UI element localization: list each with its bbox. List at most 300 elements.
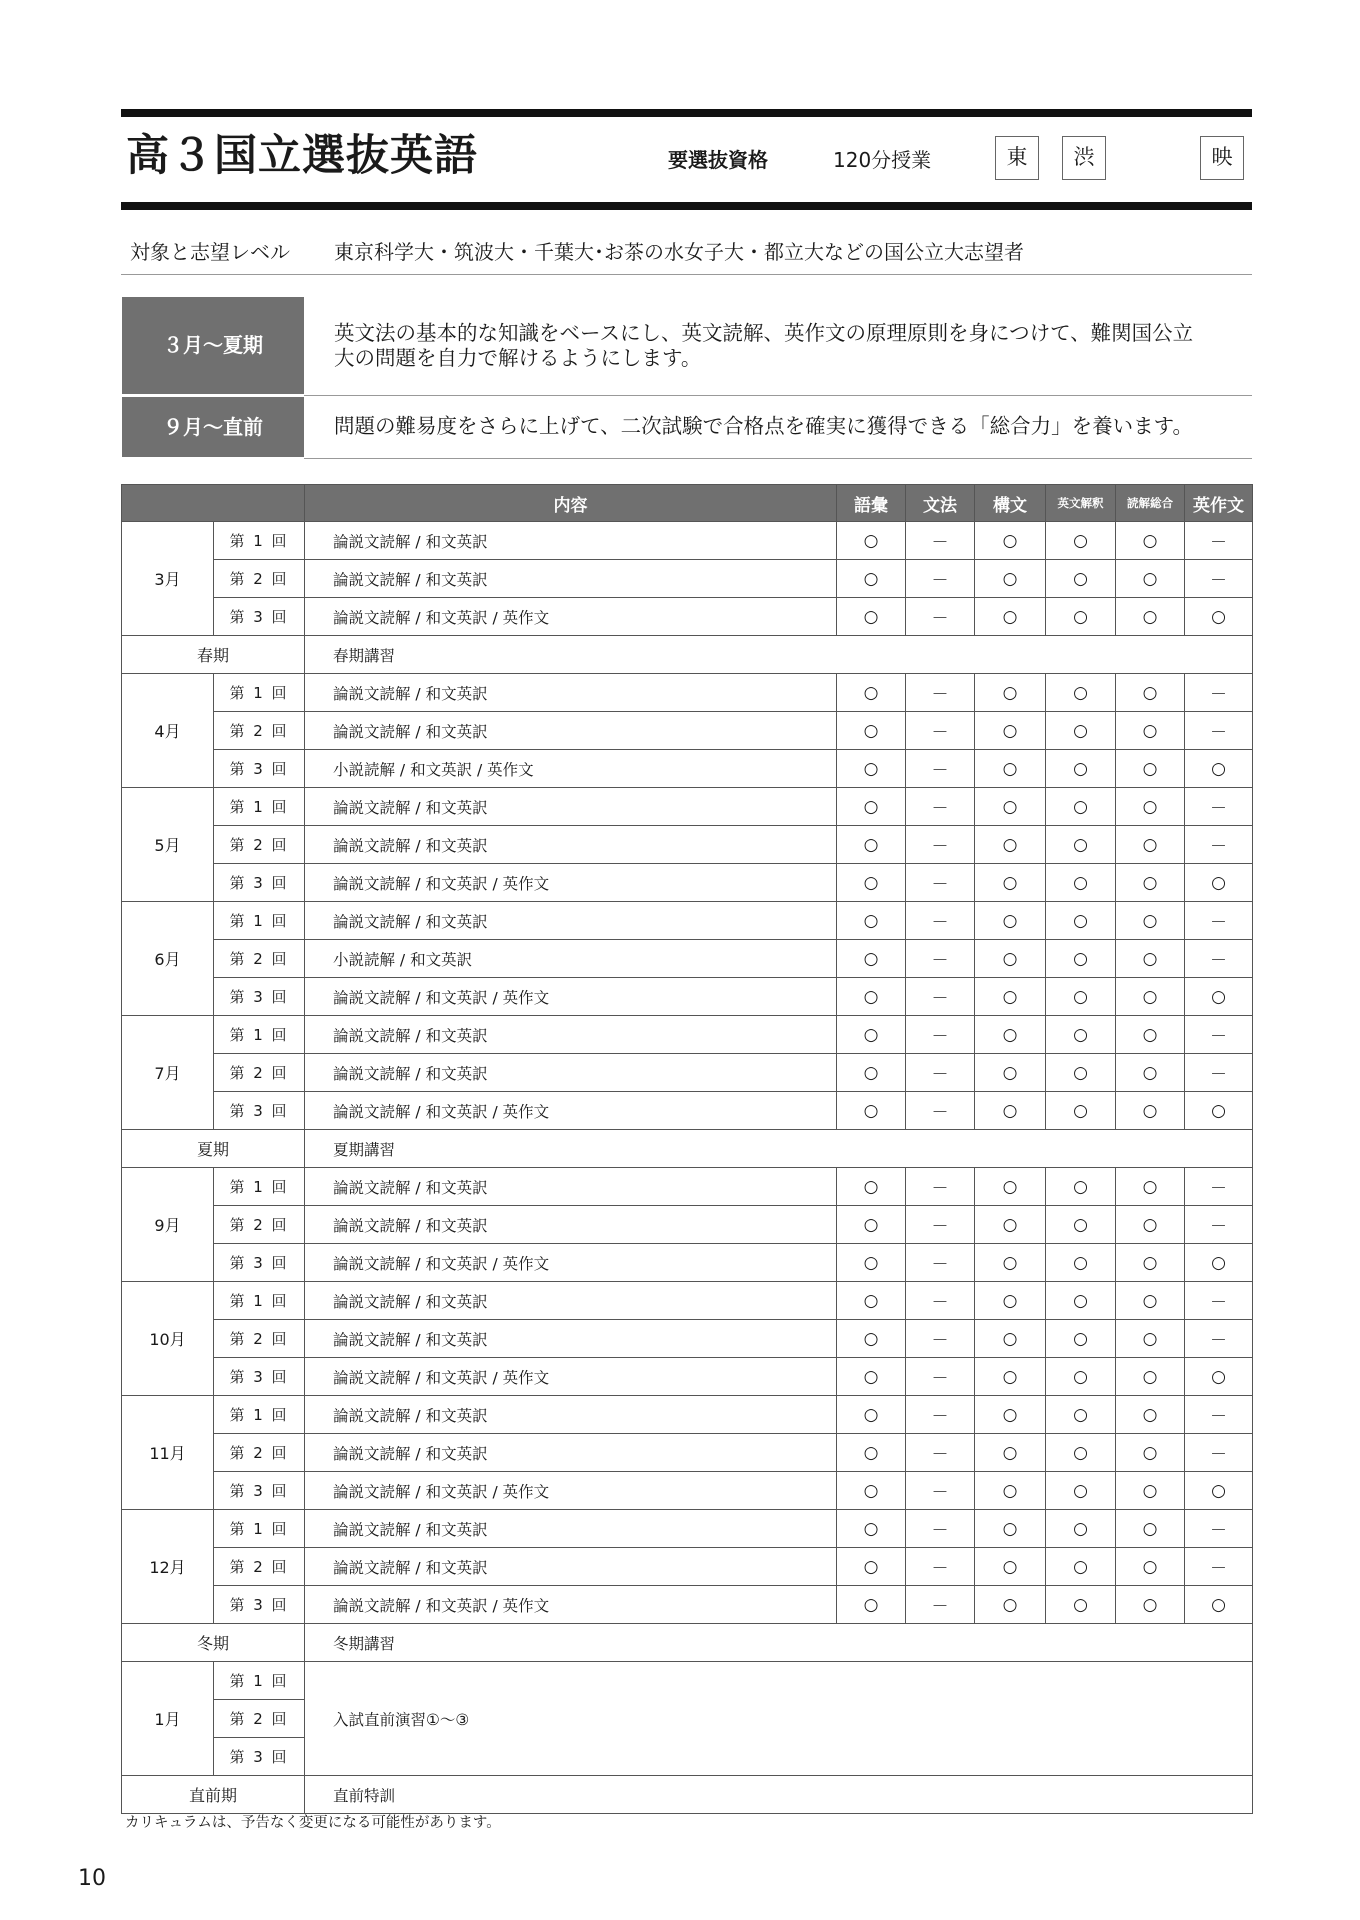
term-label: 夏期 xyxy=(122,1130,305,1168)
grammar-mark: － xyxy=(906,1244,975,1282)
curriculum-table xyxy=(121,484,1253,1814)
composition-mark: － xyxy=(1185,1168,1253,1206)
composition-mark: － xyxy=(1185,902,1253,940)
session-number: 第 3 回 xyxy=(214,1472,305,1510)
divider xyxy=(304,395,1252,396)
interpretation-mark: ○ xyxy=(1046,1244,1116,1282)
month-label: 1月 xyxy=(122,1662,214,1776)
description-line: 問題の難易度をさらに上げて、二次試験で合格点を確実に獲得できる「総合力」を養います。 xyxy=(334,414,1193,438)
grammar-mark: － xyxy=(906,788,975,826)
session-content: 論説文読解 / 和文英訳 xyxy=(305,1054,837,1092)
term-content: 春期講習 xyxy=(305,636,1253,674)
target-text: 東京科学大・筑波大・千葉大･お茶の水女子大・都立大などの国公立大志望者 xyxy=(334,240,1024,264)
grammar-mark: － xyxy=(906,712,975,750)
period-description-autumn-final xyxy=(334,414,1239,439)
table-row xyxy=(122,1244,1253,1282)
reading-mark: ○ xyxy=(1116,674,1185,712)
page-number: 10 xyxy=(78,1866,106,1891)
reading-mark: ○ xyxy=(1116,712,1185,750)
composition-mark: － xyxy=(1185,674,1253,712)
session-number: 第 2 回 xyxy=(214,712,305,750)
table-row xyxy=(122,788,1253,826)
interpretation-mark: ○ xyxy=(1046,788,1116,826)
grammar-mark: － xyxy=(906,560,975,598)
interpretation-mark: ○ xyxy=(1046,712,1116,750)
vocabulary-mark: ○ xyxy=(837,750,906,788)
reading-mark: ○ xyxy=(1116,1472,1185,1510)
period-label-autumn-final: ９月～直前 xyxy=(122,397,304,457)
session-content: 小説読解 / 和文英訳 / 英作文 xyxy=(305,750,837,788)
reading-mark: ○ xyxy=(1116,560,1185,598)
table-row xyxy=(122,1282,1253,1320)
session-content: 論説文読解 / 和文英訳 xyxy=(305,1168,837,1206)
session-content: 論説文読解 / 和文英訳 / 英作文 xyxy=(305,1092,837,1130)
composition-mark: ○ xyxy=(1185,1586,1253,1624)
interpretation-mark: ○ xyxy=(1046,750,1116,788)
vocabulary-mark: ○ xyxy=(837,902,906,940)
composition-mark: ○ xyxy=(1185,1358,1253,1396)
grammar-mark: － xyxy=(906,1434,975,1472)
session-content: 論説文読解 / 和文英訳 xyxy=(305,902,837,940)
interpretation-mark: ○ xyxy=(1046,1206,1116,1244)
grammar-mark: － xyxy=(906,1548,975,1586)
interpretation-mark: ○ xyxy=(1046,940,1116,978)
table-row xyxy=(122,750,1253,788)
syntax-mark: ○ xyxy=(975,978,1046,1016)
session-number: 第 1 回 xyxy=(214,1168,305,1206)
syntax-mark: ○ xyxy=(975,1472,1046,1510)
table-row xyxy=(122,1434,1253,1472)
interpretation-mark: ○ xyxy=(1046,1358,1116,1396)
vocabulary-mark: ○ xyxy=(837,1358,906,1396)
syntax-mark: ○ xyxy=(975,1510,1046,1548)
vocabulary-mark: ○ xyxy=(837,1168,906,1206)
composition-mark: － xyxy=(1185,788,1253,826)
session-number: 第 3 回 xyxy=(214,1586,305,1624)
session-content: 論説文読解 / 和文英訳 / 英作文 xyxy=(305,1586,837,1624)
syntax-mark: ○ xyxy=(975,522,1046,560)
syntax-mark: ○ xyxy=(975,940,1046,978)
reading-mark: ○ xyxy=(1116,826,1185,864)
term-content: 夏期講習 xyxy=(305,1130,1253,1168)
session-content: 論説文読解 / 和文英訳 xyxy=(305,1282,837,1320)
session-number: 第 2 回 xyxy=(214,826,305,864)
reading-mark: ○ xyxy=(1116,1206,1185,1244)
header-grammar: 文法 xyxy=(906,485,975,522)
divider xyxy=(304,458,1252,459)
vocabulary-mark: ○ xyxy=(837,1016,906,1054)
session-content: 論説文読解 / 和文英訳 xyxy=(305,560,837,598)
reading-mark: ○ xyxy=(1116,1244,1185,1282)
syntax-mark: ○ xyxy=(975,712,1046,750)
session-number: 第 3 回 xyxy=(214,1358,305,1396)
syntax-mark: ○ xyxy=(975,1244,1046,1282)
reading-mark: ○ xyxy=(1116,1586,1185,1624)
composition-mark: － xyxy=(1185,1434,1253,1472)
session-content: 論説文読解 / 和文英訳 / 英作文 xyxy=(305,1244,837,1282)
session-number: 第 2 回 xyxy=(214,1320,305,1358)
session-content: 論説文読解 / 和文英訳 / 英作文 xyxy=(305,1358,837,1396)
reading-mark: ○ xyxy=(1116,1434,1185,1472)
session-content: 論説文読解 / 和文英訳 xyxy=(305,712,837,750)
table-row xyxy=(122,1168,1253,1206)
syntax-mark: ○ xyxy=(975,826,1046,864)
table-row xyxy=(122,560,1253,598)
course-title: 高３国立選抜英語 xyxy=(126,131,478,181)
vocabulary-mark: ○ xyxy=(837,1510,906,1548)
syntax-mark: ○ xyxy=(975,864,1046,902)
reading-mark: ○ xyxy=(1116,1548,1185,1586)
interpretation-mark: ○ xyxy=(1046,902,1116,940)
session-content: 小説読解 / 和文英訳 xyxy=(305,940,837,978)
vocabulary-mark: ○ xyxy=(837,1548,906,1586)
header-vocabulary: 語彙 xyxy=(837,485,906,522)
month-label: 6月 xyxy=(122,902,214,1016)
term-row xyxy=(122,1130,1253,1168)
session-content: 論説文読解 / 和文英訳 / 英作文 xyxy=(305,978,837,1016)
term-content: 直前特訓 xyxy=(305,1776,1253,1814)
grammar-mark: － xyxy=(906,750,975,788)
vocabulary-mark: ○ xyxy=(837,978,906,1016)
syntax-mark: ○ xyxy=(975,598,1046,636)
session-number: 第 3 回 xyxy=(214,750,305,788)
composition-mark: － xyxy=(1185,1016,1253,1054)
composition-mark: ○ xyxy=(1185,598,1253,636)
session-number: 第 3 回 xyxy=(214,1092,305,1130)
vocabulary-mark: ○ xyxy=(837,1472,906,1510)
term-row xyxy=(122,1624,1253,1662)
session-content: 論説文読解 / 和文英訳 / 英作文 xyxy=(305,864,837,902)
grammar-mark: － xyxy=(906,1510,975,1548)
composition-mark: － xyxy=(1185,826,1253,864)
syntax-mark: ○ xyxy=(975,1092,1046,1130)
syntax-mark: ○ xyxy=(975,1016,1046,1054)
table-row xyxy=(122,1054,1253,1092)
month-label: 3月 xyxy=(122,522,214,636)
syntax-mark: ○ xyxy=(975,1054,1046,1092)
table-row xyxy=(122,864,1253,902)
month-label: 9月 xyxy=(122,1168,214,1282)
vocabulary-mark: ○ xyxy=(837,864,906,902)
grammar-mark: － xyxy=(906,1092,975,1130)
reading-mark: ○ xyxy=(1116,978,1185,1016)
vocabulary-mark: ○ xyxy=(837,1206,906,1244)
table-row xyxy=(122,1358,1253,1396)
reading-mark: ○ xyxy=(1116,864,1185,902)
composition-mark: － xyxy=(1185,1396,1253,1434)
header-interpretation: 英文解釈 xyxy=(1046,485,1116,522)
reading-mark: ○ xyxy=(1116,1358,1185,1396)
grammar-mark: － xyxy=(906,1206,975,1244)
session-content: 論説文読解 / 和文英訳 xyxy=(305,1320,837,1358)
reading-mark: ○ xyxy=(1116,1320,1185,1358)
table-row xyxy=(122,1662,1253,1700)
header-composition: 英作文 xyxy=(1185,485,1253,522)
grammar-mark: － xyxy=(906,978,975,1016)
grammar-mark: － xyxy=(906,598,975,636)
syntax-mark: ○ xyxy=(975,1358,1046,1396)
vocabulary-mark: ○ xyxy=(837,1586,906,1624)
vocabulary-mark: ○ xyxy=(837,522,906,560)
vocabulary-mark: ○ xyxy=(837,788,906,826)
syntax-mark: ○ xyxy=(975,1396,1046,1434)
table-row xyxy=(122,1548,1253,1586)
session-number: 第 3 回 xyxy=(214,864,305,902)
interpretation-mark: ○ xyxy=(1046,1548,1116,1586)
session-number: 第 1 回 xyxy=(214,1016,305,1054)
grammar-mark: － xyxy=(906,1358,975,1396)
term-label: 直前期 xyxy=(122,1776,305,1814)
class-duration: 120分授業 xyxy=(833,148,932,172)
vocabulary-mark: ○ xyxy=(837,1396,906,1434)
session-number: 第 1 回 xyxy=(214,1396,305,1434)
reading-mark: ○ xyxy=(1116,1396,1185,1434)
syntax-mark: ○ xyxy=(975,1282,1046,1320)
interpretation-mark: ○ xyxy=(1046,598,1116,636)
composition-mark: － xyxy=(1185,1054,1253,1092)
reading-mark: ○ xyxy=(1116,1016,1185,1054)
composition-mark: － xyxy=(1185,1206,1253,1244)
interpretation-mark: ○ xyxy=(1046,1282,1116,1320)
interpretation-mark: ○ xyxy=(1046,1434,1116,1472)
reading-mark: ○ xyxy=(1116,1054,1185,1092)
composition-mark: ○ xyxy=(1185,1244,1253,1282)
campus-badge-east: 東 xyxy=(995,136,1039,180)
grammar-mark: － xyxy=(906,864,975,902)
session-number: 第 1 回 xyxy=(214,902,305,940)
interpretation-mark: ○ xyxy=(1046,1016,1116,1054)
syntax-mark: ○ xyxy=(975,674,1046,712)
grammar-mark: － xyxy=(906,1396,975,1434)
grammar-mark: － xyxy=(906,1320,975,1358)
interpretation-mark: ○ xyxy=(1046,674,1116,712)
grammar-mark: － xyxy=(906,1472,975,1510)
table-row xyxy=(122,1510,1253,1548)
campus-badge-video: 映 xyxy=(1200,136,1244,180)
reading-mark: ○ xyxy=(1116,1092,1185,1130)
month-label: 10月 xyxy=(122,1282,214,1396)
grammar-mark: － xyxy=(906,1054,975,1092)
grammar-mark: － xyxy=(906,1016,975,1054)
composition-mark: ○ xyxy=(1185,978,1253,1016)
session-number: 第 2 回 xyxy=(214,1054,305,1092)
session-content: 論説文読解 / 和文英訳 xyxy=(305,1016,837,1054)
session-content: 論説文読解 / 和文英訳 xyxy=(305,788,837,826)
session-content: 論説文読解 / 和文英訳 xyxy=(305,1206,837,1244)
composition-mark: ○ xyxy=(1185,1092,1253,1130)
syntax-mark: ○ xyxy=(975,1434,1046,1472)
composition-mark: － xyxy=(1185,522,1253,560)
header-top-rule xyxy=(121,109,1252,117)
month-label: 7月 xyxy=(122,1016,214,1130)
table-row xyxy=(122,1016,1253,1054)
vocabulary-mark: ○ xyxy=(837,1434,906,1472)
session-content: 論説文読解 / 和文英訳 xyxy=(305,1434,837,1472)
table-row xyxy=(122,902,1253,940)
grammar-mark: － xyxy=(906,1282,975,1320)
composition-mark: ○ xyxy=(1185,1472,1253,1510)
header-blank xyxy=(122,485,305,522)
session-content: 論説文読解 / 和文英訳 xyxy=(305,1396,837,1434)
campus-badge-shibuya: 渋 xyxy=(1062,136,1106,180)
grammar-mark: － xyxy=(906,674,975,712)
requirement-label: 要選抜資格 xyxy=(668,148,768,172)
composition-mark: － xyxy=(1185,1548,1253,1586)
period-description-spring-summer xyxy=(334,321,1239,371)
vocabulary-mark: ○ xyxy=(837,674,906,712)
syntax-mark: ○ xyxy=(975,1548,1046,1586)
grammar-mark: － xyxy=(906,1586,975,1624)
session-number: 第 1 回 xyxy=(214,522,305,560)
term-row xyxy=(122,636,1253,674)
grammar-mark: － xyxy=(906,902,975,940)
session-content: 論説文読解 / 和文英訳 xyxy=(305,674,837,712)
syntax-mark: ○ xyxy=(975,902,1046,940)
reading-mark: ○ xyxy=(1116,940,1185,978)
composition-mark: － xyxy=(1185,1282,1253,1320)
vocabulary-mark: ○ xyxy=(837,712,906,750)
interpretation-mark: ○ xyxy=(1046,1586,1116,1624)
description-line: 英文法の基本的な知識をベースにし、英文読解、英作文の原理原則を身につけて、難関国公立 xyxy=(334,321,1194,345)
composition-mark: － xyxy=(1185,560,1253,598)
session-number: 第 3 回 xyxy=(214,1738,305,1776)
syntax-mark: ○ xyxy=(975,1320,1046,1358)
header-content: 内容 xyxy=(305,485,837,522)
reading-mark: ○ xyxy=(1116,750,1185,788)
footnote: カリキュラムは、予告なく変更になる可能性があります。 xyxy=(125,1815,501,1831)
composition-mark: ○ xyxy=(1185,750,1253,788)
vocabulary-mark: ○ xyxy=(837,560,906,598)
header-syntax: 構文 xyxy=(975,485,1046,522)
session-number: 第 2 回 xyxy=(214,1434,305,1472)
interpretation-mark: ○ xyxy=(1046,1472,1116,1510)
interpretation-mark: ○ xyxy=(1046,826,1116,864)
divider xyxy=(121,274,1252,275)
reading-mark: ○ xyxy=(1116,902,1185,940)
session-number: 第 2 回 xyxy=(214,1700,305,1738)
interpretation-mark: ○ xyxy=(1046,1054,1116,1092)
vocabulary-mark: ○ xyxy=(837,940,906,978)
syntax-mark: ○ xyxy=(975,750,1046,788)
interpretation-mark: ○ xyxy=(1046,522,1116,560)
session-number: 第 1 回 xyxy=(214,1510,305,1548)
interpretation-mark: ○ xyxy=(1046,1092,1116,1130)
table-row xyxy=(122,826,1253,864)
vocabulary-mark: ○ xyxy=(837,1282,906,1320)
session-number: 第 3 回 xyxy=(214,1244,305,1282)
table-row xyxy=(122,1206,1253,1244)
reading-mark: ○ xyxy=(1116,598,1185,636)
table-row xyxy=(122,1320,1253,1358)
session-number: 第 3 回 xyxy=(214,598,305,636)
reading-mark: ○ xyxy=(1116,522,1185,560)
table-row xyxy=(122,674,1253,712)
header-bottom-rule xyxy=(121,202,1252,210)
month-label: 5月 xyxy=(122,788,214,902)
session-number: 第 1 回 xyxy=(214,1662,305,1700)
table-row xyxy=(122,1586,1253,1624)
vocabulary-mark: ○ xyxy=(837,1244,906,1282)
reading-mark: ○ xyxy=(1116,1510,1185,1548)
interpretation-mark: ○ xyxy=(1046,978,1116,1016)
interpretation-mark: ○ xyxy=(1046,1320,1116,1358)
month-label: 12月 xyxy=(122,1510,214,1624)
session-number: 第 2 回 xyxy=(214,1548,305,1586)
composition-mark: － xyxy=(1185,940,1253,978)
interpretation-mark: ○ xyxy=(1046,1510,1116,1548)
session-number: 第 2 回 xyxy=(214,560,305,598)
table-row xyxy=(122,1472,1253,1510)
syntax-mark: ○ xyxy=(975,1168,1046,1206)
syntax-mark: ○ xyxy=(975,1586,1046,1624)
reading-mark: ○ xyxy=(1116,1282,1185,1320)
table-row xyxy=(122,522,1253,560)
session-content: 論説文読解 / 和文英訳 xyxy=(305,826,837,864)
session-number: 第 1 回 xyxy=(214,788,305,826)
table-header-row xyxy=(122,485,1253,522)
session-number: 第 1 回 xyxy=(214,1282,305,1320)
reading-mark: ○ xyxy=(1116,1168,1185,1206)
syntax-mark: ○ xyxy=(975,1206,1046,1244)
table-row xyxy=(122,1396,1253,1434)
term-content: 冬期講習 xyxy=(305,1624,1253,1662)
table-row xyxy=(122,712,1253,750)
session-content: 論説文読解 / 和文英訳 xyxy=(305,522,837,560)
table-row xyxy=(122,598,1253,636)
description-line: 大の問題を自力で解けるようにします。 xyxy=(334,346,702,370)
period-label-spring-summer: ３月～夏期 xyxy=(122,297,304,394)
composition-mark: － xyxy=(1185,1320,1253,1358)
month-label: 4月 xyxy=(122,674,214,788)
session-content: 入試直前演習①～③ xyxy=(305,1662,1253,1776)
table-row xyxy=(122,940,1253,978)
target-label: 対象と志望レベル xyxy=(130,240,290,264)
session-number: 第 2 回 xyxy=(214,1206,305,1244)
reading-mark: ○ xyxy=(1116,788,1185,826)
vocabulary-mark: ○ xyxy=(837,1320,906,1358)
interpretation-mark: ○ xyxy=(1046,1168,1116,1206)
grammar-mark: － xyxy=(906,1168,975,1206)
session-content: 論説文読解 / 和文英訳 / 英作文 xyxy=(305,1472,837,1510)
term-label: 春期 xyxy=(122,636,305,674)
grammar-mark: － xyxy=(906,826,975,864)
vocabulary-mark: ○ xyxy=(837,826,906,864)
session-number: 第 1 回 xyxy=(214,674,305,712)
session-content: 論説文読解 / 和文英訳 / 英作文 xyxy=(305,598,837,636)
vocabulary-mark: ○ xyxy=(837,598,906,636)
syntax-mark: ○ xyxy=(975,788,1046,826)
session-content: 論説文読解 / 和文英訳 xyxy=(305,1510,837,1548)
composition-mark: － xyxy=(1185,1510,1253,1548)
term-row xyxy=(122,1776,1253,1814)
month-label: 11月 xyxy=(122,1396,214,1510)
header-reading: 読解総合 xyxy=(1116,485,1185,522)
composition-mark: ○ xyxy=(1185,864,1253,902)
table-row xyxy=(122,1092,1253,1130)
session-number: 第 3 回 xyxy=(214,978,305,1016)
table-row xyxy=(122,978,1253,1016)
interpretation-mark: ○ xyxy=(1046,864,1116,902)
interpretation-mark: ○ xyxy=(1046,1396,1116,1434)
session-content: 論説文読解 / 和文英訳 xyxy=(305,1548,837,1586)
vocabulary-mark: ○ xyxy=(837,1092,906,1130)
grammar-mark: － xyxy=(906,940,975,978)
vocabulary-mark: ○ xyxy=(837,1054,906,1092)
grammar-mark: － xyxy=(906,522,975,560)
composition-mark: － xyxy=(1185,712,1253,750)
term-label: 冬期 xyxy=(122,1624,305,1662)
syntax-mark: ○ xyxy=(975,560,1046,598)
